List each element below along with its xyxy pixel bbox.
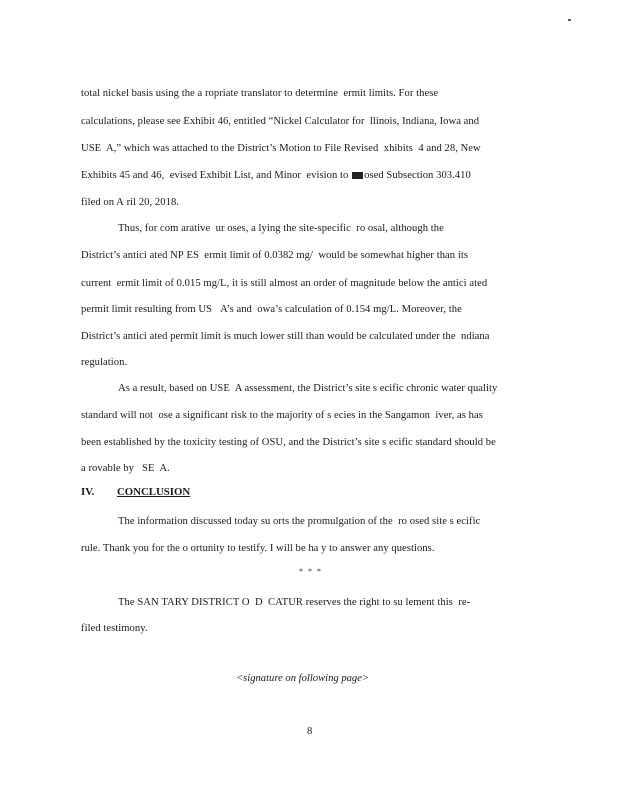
- scan-mark: [568, 19, 571, 21]
- redaction-mark: [352, 172, 363, 179]
- paragraph-5-line: The SAN TARY DISTRICT O D CATUR reserves the right to su lement this re-: [118, 597, 471, 608]
- paragraph-2-line: current ermit limit of 0.015 mg/L, it is still almost an order of magnitude below the antici ated: [81, 278, 488, 289]
- paragraph-4-line: The information discussed today su orts the promulgation of the ro osed site s ecific: [118, 516, 481, 527]
- paragraph-5-line: filed testimony.: [81, 623, 148, 634]
- paragraph-1-line: USE A,” which was attached to the District’s Motion to File Revised xhibits 4 and 28, New: [81, 143, 481, 154]
- paragraph-1-line: total nickel basis using the a ropriate translator to determine ermit limits. For these: [81, 88, 439, 99]
- paragraph-1-line: [81, 170, 471, 181]
- paragraph-3-line: As a result, based on USE A assessment, the District’s site s ecific chronic water quality: [118, 383, 498, 394]
- signature-note: <signature on following page>: [236, 673, 370, 684]
- paragraph-1-line: filed on A ril 20, 2018.: [81, 197, 180, 208]
- paragraph-1-line-end: osed Subsection 303.410: [364, 170, 471, 181]
- section-separator: * * *: [299, 567, 323, 576]
- paragraph-3-line: standard will not ose a significant risk to the majority of s ecies in the Sangamon iver, as has: [81, 410, 483, 421]
- paragraph-2-line: Thus, for com arative ur oses, a lying the site-specific ro osal, although the: [118, 223, 444, 234]
- paragraph-1-line: calculations, please see Exhibit 46, entitled “Nickel Calculator for llinois, Indiana, Iowa and: [81, 116, 480, 127]
- paragraph-2-line: permit limit resulting from US A’s and owa’s calculation of 0.154 mg/L. Moreover, the: [81, 304, 462, 315]
- page-number: 8: [307, 726, 313, 737]
- paragraph-3-line: been established by the toxicity testing of OSU, and the District’s site s ecific standard should be: [81, 437, 496, 448]
- paragraph-4-line: rule. Thank you for the o ortunity to testify. I will be ha y to answer any questions.: [81, 543, 435, 554]
- section-title: CONCLUSION: [117, 486, 191, 498]
- paragraph-3-line: a rovable by SE A.: [81, 463, 170, 474]
- paragraph-2-line: regulation.: [81, 357, 128, 368]
- paragraph-1-line-start: Exhibits 45 and 46, evised Exhibit List, and Minor evision to: [81, 170, 349, 181]
- section-number: IV.: [81, 486, 95, 498]
- paragraph-2-line: District’s antici ated permit limit is much lower still than would be calculated under the ndiana: [81, 331, 490, 342]
- paragraph-2-line: District’s antici ated NP ES ermit limit of 0.0382 mg/ would be somewhat higher than its: [81, 250, 469, 261]
